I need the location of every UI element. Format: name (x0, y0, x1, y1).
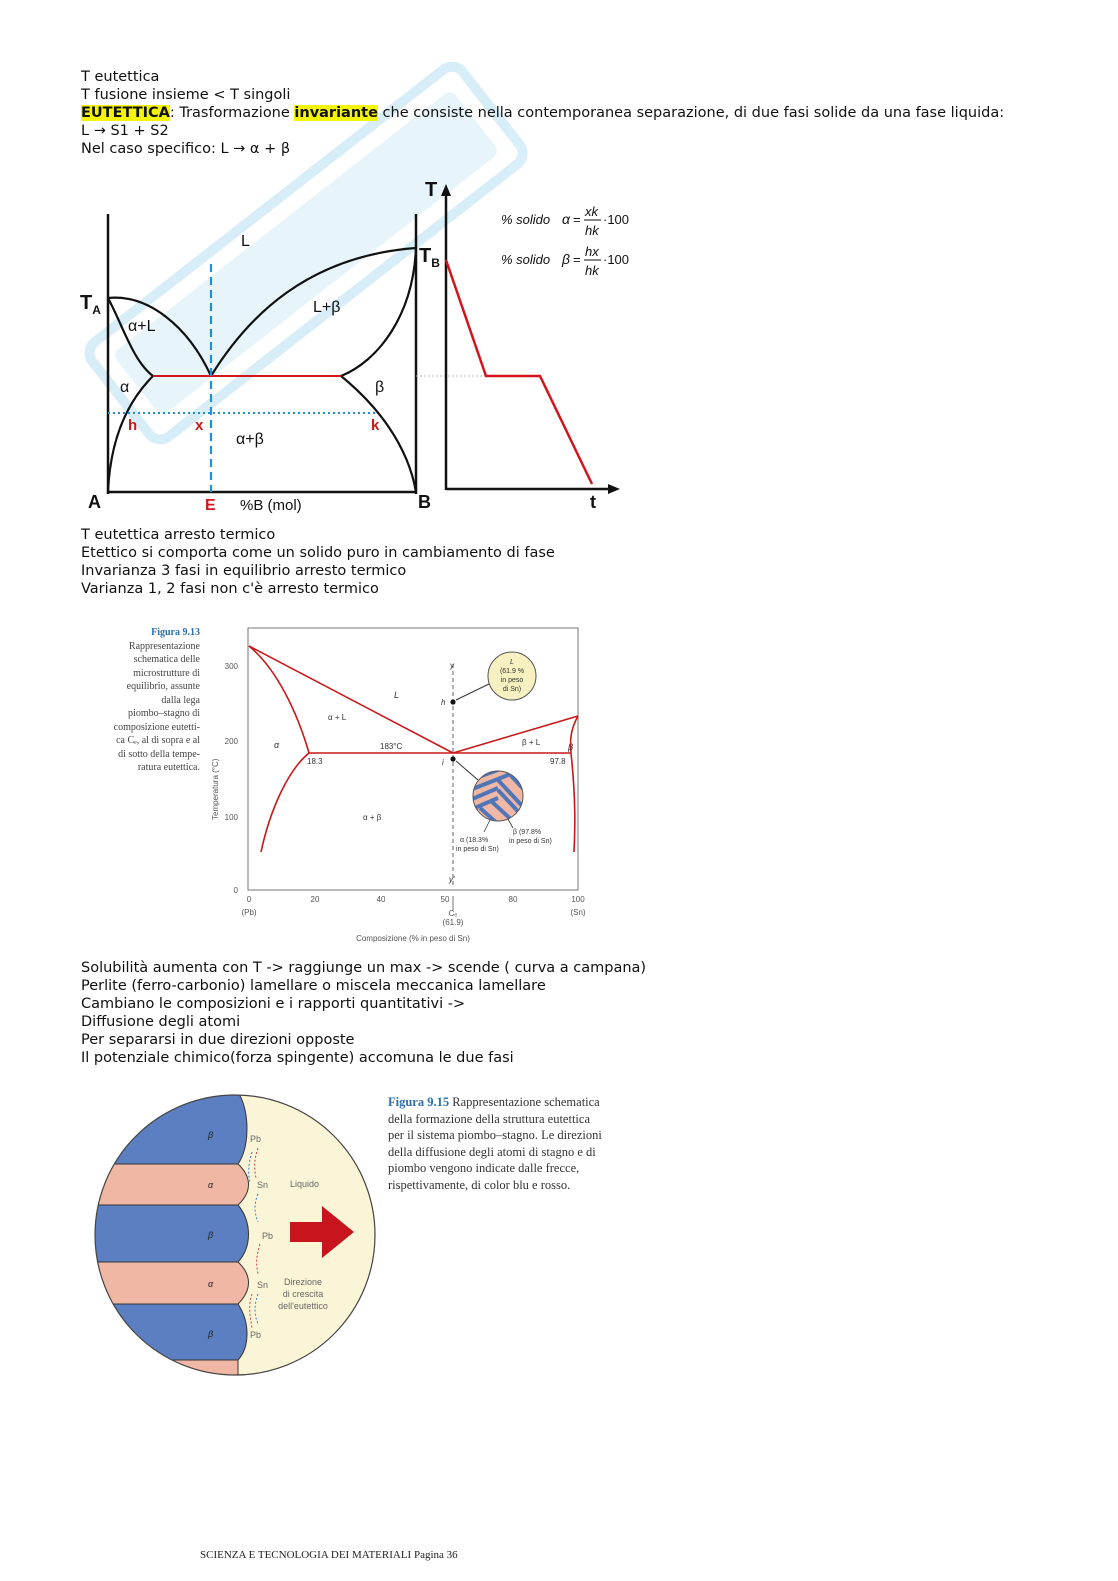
liquid-label: Liquido (290, 1179, 320, 1189)
caption-line: composizione eutetti- (113, 721, 200, 733)
xtick: 50 (440, 895, 450, 904)
region-alpha-beta: α+β (236, 431, 264, 448)
liquidus-left (249, 646, 453, 753)
highlight-word: invariante (294, 105, 378, 121)
ce-label: Cₑ (448, 909, 458, 918)
lamella-label: β (208, 1130, 214, 1140)
text-line: Perlite (ferro-carbonio) lamellare o miscela meccanica lamellare (81, 978, 546, 994)
caption-line: piombo vengono indicate dalle frecce, (388, 1161, 580, 1175)
caption-line: per il sistema piombo–stagno. Le direzioni (388, 1128, 602, 1142)
caption-line: della formazione della struttura eutettica (388, 1111, 590, 1126)
point-i: i (442, 758, 444, 767)
text-line: L → S1 + S2 (81, 123, 169, 139)
formula-mul: ·100 (603, 252, 630, 267)
caption-line: ratura eutettica. (137, 762, 200, 773)
highlight-term: EUTETTICA (81, 105, 170, 121)
region-alpha-L: α+L (128, 318, 156, 335)
formula-mul: ·100 (603, 212, 630, 227)
figure-915-caption (388, 1094, 648, 1193)
growth-label: dell'eutettico (278, 1301, 328, 1311)
leader-line (456, 761, 478, 780)
pb-label: (Pb) (241, 908, 257, 917)
lamella-alpha (90, 1164, 249, 1205)
liquidus-left (108, 298, 211, 376)
label-TB: T (419, 245, 432, 267)
atom-label: Sn (257, 1280, 269, 1290)
formula-eq: = (573, 212, 581, 227)
pb-sn-phase-diagram (208, 620, 598, 948)
value-18-3: 18.3 (307, 757, 323, 766)
x-axis-label: Composizione (% in peso di Sn) (356, 934, 470, 943)
lamella-beta (90, 1092, 247, 1164)
formula-beta-label: % solido (501, 252, 551, 267)
text-line: Invarianza 3 fasi in equilibrio arresto termico (81, 563, 407, 579)
lamella-beta (90, 1304, 247, 1360)
label-TB-sub: B (431, 256, 440, 270)
beta-note: in peso di Sn) (509, 838, 552, 845)
lamella-alpha (90, 1262, 249, 1304)
caption-line: Rappresentazione schematica (452, 1095, 600, 1109)
figure-number: Figura 9.15 (388, 1095, 450, 1109)
arrow-right-icon (608, 484, 620, 494)
label-beta-L: β + L (522, 738, 541, 747)
point-h: h (441, 698, 446, 707)
label-alpha: α (274, 740, 280, 750)
label-y-prime: y' (449, 875, 455, 884)
eutectic-diagram (78, 176, 638, 520)
solidus-left (108, 298, 153, 376)
label-TA-sub: A (92, 303, 101, 317)
formula-beta-den: hk (585, 263, 599, 278)
label-T: T (425, 179, 438, 201)
svg-text:TB (419, 245, 440, 270)
label-L: L (394, 690, 400, 700)
label-E: E (205, 497, 216, 514)
label-alpha-L: α + L (328, 713, 347, 722)
arrow-up-icon (441, 184, 451, 196)
formula-alpha-label: % solido (501, 212, 551, 227)
ce-value: (61.9) (442, 918, 464, 927)
liquidus-right (453, 716, 578, 753)
cooling-curve (446, 260, 592, 484)
xtick: 20 (310, 895, 320, 904)
formula-alpha-phase: α (562, 211, 570, 227)
atom-label: Pb (250, 1134, 262, 1144)
label-t: t (590, 492, 596, 512)
caption-line: della diffusione degli atomi di stagno e di (388, 1144, 596, 1159)
formula-eq: = (573, 252, 581, 267)
region-alpha: α (120, 379, 130, 396)
label-y: y (450, 661, 454, 670)
atom-label: Sn (257, 1180, 269, 1190)
region-L-beta: L+β (313, 299, 341, 316)
svg-text:TA (80, 292, 101, 317)
caption-line: microstrutture di (133, 667, 200, 679)
formula-beta-phase: β (562, 251, 570, 267)
region-beta: β (375, 379, 385, 396)
caption-line: ca Cₑ, al di sopra e al (116, 735, 200, 746)
caption-line: dalla lega (161, 694, 200, 706)
lamella-label: β (208, 1230, 214, 1240)
atom-label: Pb (262, 1231, 274, 1241)
text-line: Il potenziale chimico(forza spingente) accomuna le due fasi (81, 1050, 514, 1066)
label-TA: T (80, 292, 93, 314)
xtick: 80 (508, 895, 518, 904)
alpha-note: in peso di Sn) (456, 846, 499, 853)
bubble-text: L (510, 659, 514, 666)
solvus-left (108, 376, 153, 492)
label-alpha-beta: α + β (363, 813, 382, 822)
point-h-marker (450, 699, 455, 704)
point-x: x (195, 417, 204, 434)
text-line: Nel caso specifico: L → α + β (81, 141, 291, 157)
solvus-right (571, 753, 575, 852)
formula-beta-num: hx (585, 244, 599, 259)
region-L: L (241, 233, 250, 250)
xtick: 100 (571, 895, 585, 904)
bubble-text: di Sn) (502, 686, 522, 693)
definition-line (81, 104, 1004, 122)
solidus-right (341, 248, 416, 376)
eutectic-growth-illustration (90, 1092, 380, 1382)
caption-line: piombo–stagno di (128, 708, 200, 719)
growth-label: di crescita (282, 1289, 324, 1299)
figure-number: Figura 9.13 (151, 627, 200, 638)
caption-line: schematica delle (133, 654, 200, 665)
figure-913-caption (100, 626, 200, 775)
xaxis-label: %B (mol) (240, 497, 302, 514)
solvus-left (261, 753, 309, 852)
text-line: Cambiano le composizioni e i rapporti quantitativi -> (81, 996, 466, 1012)
caption-line: equilibrio, assunte (126, 681, 200, 692)
growth-label: Direzione (283, 1277, 323, 1287)
caption-line: rispettivamente, di color blu e rosso. (388, 1177, 571, 1192)
text-fragment: che consiste nella contemporanea separazione, di due fasi solide da una fase liquida: (377, 105, 1005, 121)
formula-alpha-num: xk (585, 204, 598, 219)
point-i-marker (450, 756, 455, 761)
page-footer: SCIENZA E TECNOLOGIA DEI MATERIALI Pagina 36 (200, 1549, 458, 1561)
text-line: Solubilità aumenta con T -> raggiunge un max -> scende ( curva a campana) (81, 960, 647, 976)
leader-line (456, 682, 493, 700)
text-line: Varianza 1, 2 fasi non c'è arresto termico (81, 581, 379, 597)
caption-line: di sotto della tempe- (118, 748, 200, 760)
lamella-label: α (208, 1279, 214, 1289)
text-line: Diffusione degli atomi (81, 1014, 241, 1030)
point-h: h (128, 417, 138, 434)
atom-label: Pb (250, 1330, 262, 1340)
bubble-text: (61.9 % (499, 668, 525, 675)
label-beta: β (568, 742, 574, 752)
lamellar-disk (470, 768, 526, 824)
lamella-beta (90, 1205, 249, 1262)
y-axis-label: Temperatura (°C) (211, 758, 220, 820)
label-B: B (418, 492, 431, 512)
text-line: Etettico si comporta come un solido puro in cambiamento di fase (81, 545, 555, 561)
eutectic-temp: 183°C (380, 742, 403, 751)
bubble-text: in peso (500, 677, 524, 684)
lamella-label: β (208, 1329, 214, 1339)
xtick: 0 (246, 895, 252, 904)
text-line: T eutettica arresto termico (81, 527, 276, 543)
lamella-label: α (208, 1180, 214, 1190)
text-fragment: : Trasformazione (169, 105, 295, 121)
caption-line: Rappresentazione (128, 640, 200, 652)
alpha-note: α (18.3% (460, 837, 489, 844)
ytick: 200 (224, 737, 238, 746)
beta-note: β (97.8% (513, 829, 542, 836)
xtick: 40 (376, 895, 386, 904)
formula-alpha-den: hk (585, 223, 599, 238)
point-k: k (371, 417, 380, 434)
text-line: T fusione insieme < T singoli (81, 87, 291, 103)
label-A: A (88, 492, 101, 512)
value-97-8: 97.8 (550, 757, 566, 766)
text-line: Per separarsi in due direzioni opposte (81, 1032, 355, 1048)
sn-label: (Sn) (570, 908, 586, 917)
ytick: 0 (233, 886, 238, 895)
text-line: T eutettica (81, 69, 160, 85)
ytick: 100 (224, 813, 238, 822)
ytick: 300 (224, 662, 238, 671)
